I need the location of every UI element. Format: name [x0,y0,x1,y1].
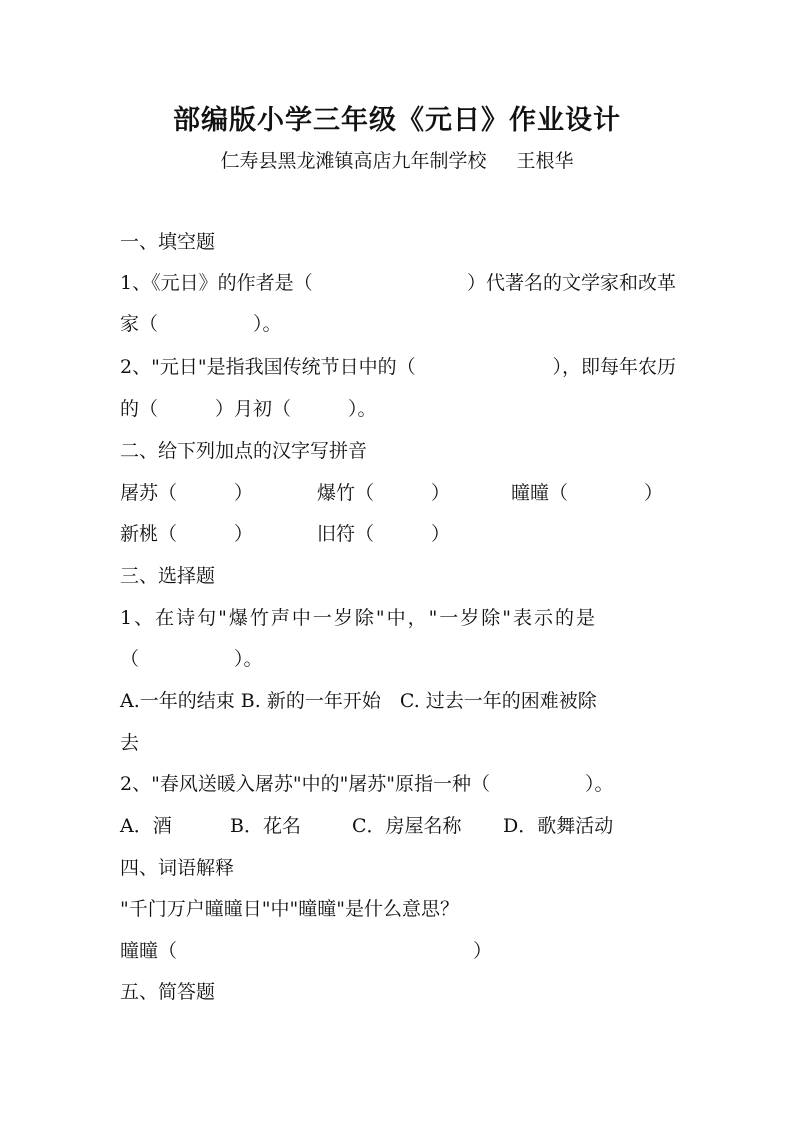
q1-fill-suffix: ）代著名的文学家和改革 [466,272,676,294]
option-a: A．酒 [120,815,172,837]
mc-q2-options [120,813,676,839]
option-b: B．花名 [230,815,301,837]
q2-fill-prefix: 2、"元日"是指我国传统节日中的（ [120,356,416,378]
section2-heading: 二、给下列加点的汉字写拼音 [120,440,368,462]
section1-heading: 一、填空题 [120,231,216,253]
q2-fill-line1 [120,354,676,380]
pinyin-item: 旧符（ ） [317,523,451,545]
pinyin-row1 [120,480,676,506]
author-name: 王根华 [516,150,574,172]
pinyin-item: 曈曈（ ） [511,482,664,504]
word-answer-suffix: ） [473,940,493,962]
q2-fill-line2: 的（ ）月初（ ）。 [120,398,377,420]
section5-heading: 五、简答题 [120,981,216,1003]
option-d: D．歌舞活动 [503,815,614,837]
mc-q1-line1: 1、在诗句"爆竹声中一岁除"中，"一岁除"表示的是 [120,607,598,629]
q1-fill-line1 [120,270,676,296]
q2-fill-suffix: ），即每年农历 [552,356,676,378]
school-name: 仁寿县黑龙滩镇高店九年制学校 [220,150,487,172]
q1-fill-prefix: 1、《元日》的作者是（ [120,272,313,294]
pinyin-item: 爆竹（ ） [317,482,451,504]
section4-heading: 四、词语解释 [120,857,235,879]
pinyin-row2 [120,521,676,547]
mc-q1-line2: （ ）。 [120,648,263,670]
answer-blank [335,270,445,296]
mc-q1-options: A.一年的结束 B. 新的一年开始 C. 过去一年的困难被除 [120,690,597,712]
word-question: "千门万户曈曈日"中"曈曈"是什么意思？ [120,898,459,920]
section3-heading: 三、选择题 [120,565,216,587]
answer-blank [437,354,532,380]
page-subtitle [0,146,794,173]
word-answer-line [120,938,676,964]
option-c: C．房屋名称 [352,815,462,837]
mc-q1-options-cont: 去 [120,732,140,754]
q1-fill-line2: 家（ ）。 [120,313,282,335]
mc-q2-line: 2、"春风送暖入屠苏"中的"屠苏"原指一种（ ）。 [120,773,614,795]
page-title: 部编版小学三年级《元日》作业设计 [173,105,621,136]
pinyin-item: 新桃（ ） [120,523,254,545]
word-answer-prefix: 曈曈（ [120,940,178,962]
pinyin-item: 屠苏（ ） [120,482,254,504]
